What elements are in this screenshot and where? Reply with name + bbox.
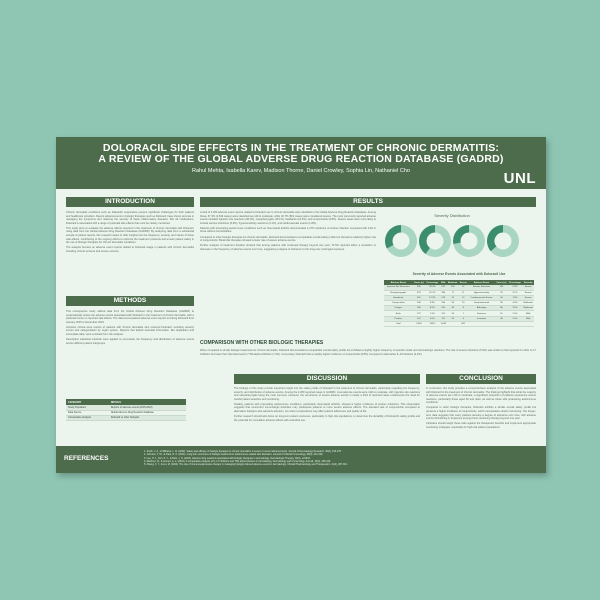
table-cell: [508, 321, 523, 326]
table-cell: 86: [495, 306, 507, 311]
reference-item: 2. Johnson, T. M., & Patel, R. K. (2021). Long-term outcomes of biologic treatment for autoimmune-related skin disorders. Journal of Clinical Immunology, 38(4), 412-429.: [144, 453, 324, 457]
table-cell: 29: [447, 316, 459, 321]
table-cell: Severe: [522, 290, 534, 295]
severity-table-header: Severity: [523, 281, 533, 284]
table-cell: 370: [413, 290, 425, 295]
table-cell: Study Population: [66, 405, 109, 410]
donut-slice: [487, 225, 503, 251]
table-cell: Serious Infections: [468, 285, 495, 290]
table-cell: 44: [495, 295, 507, 300]
reference-item: 1. Smith, J. A., & Williams, L. R. (2022). Safety and efficacy of biologic therapies in chronic dermatitis: A review of recent advancements. Journal of Dermatology Research, 45(3), 156-178.: [144, 450, 342, 453]
discussion-heading: DISCUSSION: [234, 374, 420, 384]
table-cell: 7.0%: [425, 311, 440, 316]
methods-paragraph: Descriptive statistical methods were applied to summarize the frequency and distribution of adverse events across different patient subgroups.: [66, 338, 194, 345]
table-cell: 76: [495, 290, 507, 295]
table-cell: 2.0%: [508, 316, 523, 321]
table-cell: 2.5%: [508, 311, 523, 316]
poster: [56, 137, 546, 473]
table-cell: [495, 321, 507, 326]
table-cell: 695: [413, 285, 425, 290]
severity-table-header: Severe: [459, 281, 467, 284]
table-row: [384, 321, 534, 326]
table-cell: Conjunctivitis: [384, 301, 413, 306]
table-cell: Pruritus: [384, 316, 413, 321]
severity-table-header: Percentage: [426, 281, 439, 284]
conclusion-paragraph: Compared to other biologic therapies, Doloracil exhibits a similar overall safety profile but presents a higher incidence of conjunctivitis, which necessitates careful monitoring. The longer-term data suggests that many patients develop a degree of tolerance over time, with adverse events diminishing in frequency among those continuing therapy beyond one year.: [426, 406, 536, 421]
table-cell: Arthralgia: [468, 306, 495, 311]
severity-table-header: Cases (n): [496, 281, 507, 284]
table-cell: 71: [447, 290, 459, 295]
donut-slice: [385, 225, 401, 248]
table-cell: 2,450: [413, 321, 425, 326]
table-cell: Severe: [522, 285, 534, 290]
methods-heading: METHODS: [66, 296, 194, 306]
severity-chart-title: Severity Distribution: [434, 213, 470, 218]
table-cell: 6.0%: [425, 316, 440, 321]
table-cell: 3.5%: [508, 306, 523, 311]
severity-table: [384, 280, 534, 327]
introduction-heading: INTRODUCTION: [66, 197, 194, 207]
table-cell: 150: [441, 307, 446, 310]
table-cell: 15: [459, 301, 468, 306]
severity-table-title: Severity of Adverse Events Associated with Doloracil Use: [412, 272, 506, 276]
table-cell: 131: [441, 312, 446, 315]
table-cell: Gastrointestinal: [468, 301, 495, 306]
table-cell: Rash: [384, 311, 413, 316]
table-cell: 801: [459, 321, 468, 326]
reference-item: 5. Zhang, X. Y., & Liu, M. (2022). The role of immunosuppressive therapy in managing biologic-induced adverse events in dermatology. Clinical Pharmacology and Therapeutics, 41(2), 287-301.: [144, 463, 348, 467]
table-cell: Comparative Analysis: [66, 415, 109, 420]
table-cell: 288: [441, 291, 446, 294]
table-cell: Nasopharyngitis: [384, 290, 413, 295]
table-cell: Injection Site Reactions: [384, 285, 413, 290]
reference-item: 4. Martinez, R., & Gomez, A. L. (2023). A comparative analysis of IL-17 inhibitors and TNF-alpha blockers in dermatology. Dermatology and Immunology Journal, 32(3), 185-196.: [144, 459, 331, 463]
results-paragraph: Patients with preexisting autoimmune conditions such as rheumatoid arthritis demonstrated a 27% incidence of serious infection compared with 14% in those without comorbidities.: [200, 226, 376, 234]
table-cell: 9.8%: [425, 301, 440, 306]
table-cell: Doloracil vs other biologics: [109, 415, 186, 420]
table-cell: 27: [459, 285, 468, 290]
table-cell: 172: [413, 311, 425, 316]
table-cell: Moderate: [523, 307, 533, 310]
severity-table-header: Moderate: [447, 281, 458, 284]
table-cell: 112: [441, 317, 445, 320]
table-cell: Severe: [522, 295, 534, 300]
table-cell: 6: [459, 316, 468, 321]
table-cell: Reports of adverse events (2015-2023): [109, 405, 186, 410]
introduction-paragraph: The analysis focuses on adverse event reports related to Doloracil usage in patients with chronic dermatitis including chronic eczema and severe eczema.: [66, 246, 194, 253]
methods-table-header: DETAILS: [109, 399, 186, 405]
table-cell: 38: [447, 306, 459, 311]
discussion-text: [234, 387, 420, 443]
conclusion-paragraph: Clinicians should weigh these risks against the therapeutic benefits and implement appropriate monitoring strategies, especially for high-risk patient populations.: [426, 422, 536, 429]
table-cell: 61: [495, 311, 507, 316]
table-cell: 1,649: [440, 322, 446, 325]
table-cell: Total: [384, 321, 413, 326]
severity-table-header: Adverse Event: [384, 280, 413, 285]
donut-slice: [453, 225, 469, 244]
table-cell: 156: [447, 285, 459, 290]
table-cell: 59: [447, 301, 459, 306]
table-cell: 240: [413, 301, 425, 306]
comparison-heading: COMPARISON WITH OTHER BIOLOGIC THERAPIES: [200, 340, 324, 346]
severity-table-header: Adverse Event: [468, 280, 495, 285]
poster-title-line1: DOLORACIL SIDE EFFECTS IN THE TREATMENT OF CHRONIC DERMATITIS:: [102, 142, 500, 154]
introduction-paragraph: This study aims to evaluate the adverse effects reported in the treatment of chronic dermatitis with Doloracil, using data from the Global Adverse Drug Reaction Database (GADRD). By analyzing data from a substantial sample of patient reports, this research seeks to offer insights into the frequency, severity, and nature of these side effects, contributing to the ongoing efforts to optimize the treatment protocols and ensure patient safety in the use of biologic therapies for chronic dermatitis conditions.: [66, 226, 194, 245]
reference-item: 3. Lee, H. J., Kim, S. Y., & Park, J. H. (2023). Adverse drug reactions associated with biologic therapies in dermatology. Dermatologic Therapy, 36(2), e15942.: [144, 456, 311, 460]
methods-paragraph: This retrospective study utilized data from the Global Adverse Drug Reaction Database (GADRD) to systematically review the adverse events associated with Doloracil in the treatment of chronic dermatitis, with a particular focus on reported side effects. The data encompassed adverse event reports involving Doloracil from January 2015 to December 2023.: [66, 310, 194, 324]
discussion-paragraph: Notably, patients with preexisting autoimmune conditions, particularly rheumatoid arthritis, showed a higher incidence of serious infections. This observation suggests that concurrent immunologic disorders may predispose patients to more severe adverse effects. The elevated rate of conjunctivitis compared to alternative biologics also warrants attention, as ocular complications may affect patient adherence and quality of life.: [234, 402, 420, 414]
table-cell: 8: [459, 306, 468, 311]
results-paragraph: Compared to other biologic therapies for chronic dermatitis, Doloracil demonstrated a comparable overall safety profile but showed a relatively higher rate of conjunctivitis. Biosimilar therapies showed a lower rate of severe adverse events.: [200, 235, 376, 243]
table-cell: Cardiovascular Events: [468, 295, 495, 300]
table-cell: 8.0%: [425, 306, 440, 311]
table-cell: [447, 321, 459, 326]
table-cell: 15.1%: [425, 290, 440, 295]
results-paragraph: A total of 2,450 adverse event reports related to Doloracil use in chronic dermatitis were identified in the Global Adverse Drug Reaction Database. Among these, 67.3% (1,649 cases) were classified as mild to moderate, while 32.7% (801 cases) were considered severe. The most commonly reported adverse events included injection site reactions (28.4%), nasopharyngitis (15.1%), headache (12.3%), and conjunctivitis (9.8%). Severe cases were more likely to include serious infections (5.9%), hypersensitivity reactions (3.1%), and cardiovascular events (1.8%).: [200, 211, 376, 225]
table-cell: 98: [495, 301, 507, 306]
severity-table-header: Percentage: [509, 281, 521, 284]
table-cell: Mild: [522, 316, 534, 321]
poster-authors: Rahul Mehta, Isabella Karev, Madison Thorne, Daniel Crowley, Sophia Lin, Nathaniel Cho: [192, 168, 410, 174]
references-heading: REFERENCES: [64, 455, 109, 462]
table-cell: Moderate: [523, 302, 533, 305]
table-cell: [468, 321, 495, 326]
results-heading: RESULTS: [200, 197, 536, 207]
conclusion-paragraph: In conclusion, this study provides a comprehensive analysis of the adverse events associated with Doloracil in the treatment of chronic dermatitis. The findings highlight that while the majority of adverse events are mild to moderate, a significant proportion of patients experience severe reactions, particularly those aged 60 and older, as well as those with preexisting autoimmune conditions.: [426, 387, 536, 405]
table-cell: 49: [495, 316, 507, 321]
table-cell: Hypersensitivity: [468, 290, 495, 295]
poster-title-line2: A REVIEW OF THE GLOBAL ADVERSE DRUG REACTION DATABASE (GADRD): [98, 153, 504, 165]
table-cell: 166: [441, 302, 446, 305]
table-cell: Dizziness: [468, 311, 495, 316]
severity-table-header: Cases (n): [413, 281, 424, 284]
table-cell: 12.3%: [425, 295, 440, 300]
table-cell: 301: [413, 295, 425, 300]
table-cell: 1.8%: [508, 295, 523, 300]
methods-table-header: CATEGORY: [66, 399, 109, 405]
table-cell: Fatigue: [384, 306, 413, 311]
table-cell: Mild: [522, 311, 534, 316]
table-cell: 219: [441, 296, 446, 299]
table-cell: 147: [413, 316, 425, 321]
discussion-paragraph: The findings of this study provide important insight into the safety profile of Doloracil in the treatment of chronic dermatitis, particularly regarding the frequency, severity, and distribution of adverse events. Among the 2,450 reported cases in GADRD, most adverse events were mild to moderate, with injection site reactions and nasopharyngitis being the most common. However, the occurrence of severe adverse events in nearly a third of reported cases underscores the need for careful patient selection and monitoring.: [234, 387, 420, 401]
table-cell: 100%: [425, 321, 440, 326]
table-cell: 5.9%: [508, 285, 523, 290]
table-cell: [522, 321, 534, 326]
table-cell: Insomnia: [468, 316, 495, 321]
university-logo: UNL: [503, 170, 536, 187]
table-cell: 70: [447, 295, 459, 300]
severity-table-header: Mild: [441, 281, 446, 284]
table-cell: 34: [447, 311, 459, 316]
table-cell: 196: [413, 306, 425, 311]
introduction-paragraph: Chronic dermatitis conditions such as Dolpacitic suppurative present significant challenges for both patients and healthcare providers. Recent advancements in biologic therapies such as Doloracil, have shown promise in managing the symptoms and reducing the severity of these inflammatory diseases. But all medications, Doloracil is associated with a range of potential side effects that must be closely monitored.: [66, 211, 194, 225]
table-cell: 12: [459, 295, 468, 300]
table-cell: 11: [459, 290, 468, 295]
conclusion-text: [426, 387, 536, 443]
discussion-paragraph: Further research should also focus on long-term patient outcomes, particularly in high-risk populations, to determine the durability of Doloracil's safety profile and the potential for cumulative adverse effects with extended use.: [234, 415, 420, 422]
table-cell: Headache: [384, 295, 413, 300]
references-list: [144, 450, 534, 466]
comparison-text: When compared to similar biologic treatments for chronic dermatitis, Doloracil demonstrated a comparable overall safety profile but exhibited a slightly higher frequency of specific ocular and dermatologic reactions. The rate of severe infections (5.9%) was similar to that reported for other IL-17 inhibitors but lower than that observed for TNF-alpha inhibitors (7.3%). Conversely, Doloracil had a notably higher incidence of conjunctivitis (9.8%) compared to alternative IL-23 blockers (4.2%).: [200, 349, 536, 356]
table-cell: 3.1%: [508, 290, 523, 295]
conclusion-heading: CONCLUSION: [426, 374, 536, 384]
table-cell: 512: [441, 286, 446, 289]
results-paragraph: Further analysis of treatment duration showed that among patients with continued therapy beyond one year, 74.5% reported either a resolution or decrease in the frequency of adverse events over time, suggesting a degree of tolerance to the drug over prolonged exposure.: [200, 244, 376, 251]
table-cell: 4.0%: [508, 301, 523, 306]
table-cell: 145: [495, 285, 507, 290]
table-cell: Data Source: [66, 410, 109, 415]
methods-paragraph: Inclusion criteria were reports of patients with chronic dermatitis who received Doloracil, including severity scores and categorization by organ system. Reports that lacked essential information, like duplication and incomplete data, were excluded from the analysis.: [66, 325, 194, 337]
table-cell: Global Adverse Drug Reaction Database: [109, 410, 186, 415]
table-cell: 28.4%: [425, 285, 440, 290]
table-cell: 7: [459, 311, 468, 316]
